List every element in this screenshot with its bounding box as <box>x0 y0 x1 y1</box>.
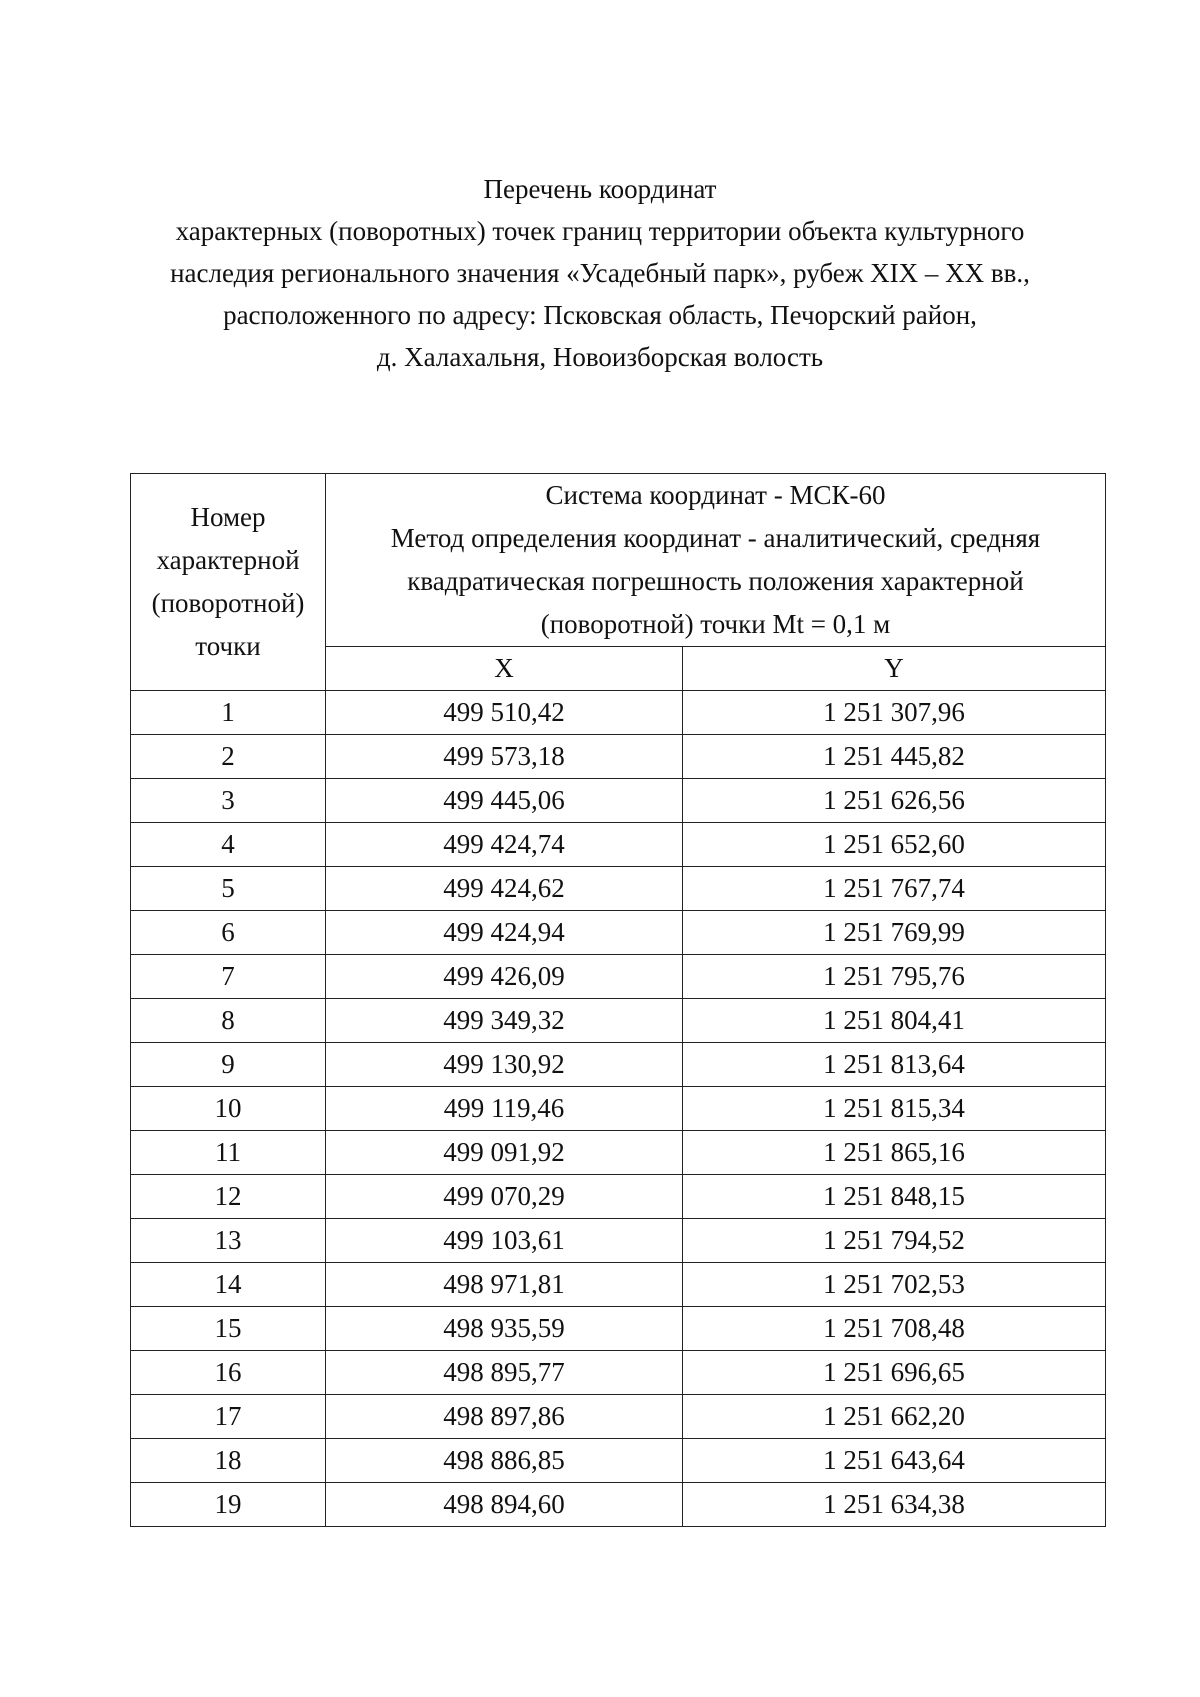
point-header-line: Номер <box>190 502 266 532</box>
x-column-header: X <box>326 647 683 691</box>
point-number-cell: 14 <box>131 1263 326 1307</box>
y-coordinate-cell: 1 251 445,82 <box>683 735 1106 779</box>
point-number-cell: 19 <box>131 1483 326 1527</box>
table-header-row <box>131 474 1106 647</box>
point-number-cell: 10 <box>131 1087 326 1131</box>
x-coordinate-cell: 499 091,92 <box>326 1131 683 1175</box>
y-coordinate-cell: 1 251 795,76 <box>683 955 1106 999</box>
table-row <box>131 911 1106 955</box>
y-coordinate-cell: 1 251 794,52 <box>683 1219 1106 1263</box>
x-coordinate-cell: 498 894,60 <box>326 1483 683 1527</box>
y-coordinate-cell: 1 251 307,96 <box>683 691 1106 735</box>
title-line-1: Перечень координат <box>483 174 717 204</box>
x-coordinate-cell: 499 349,32 <box>326 999 683 1043</box>
table-row <box>131 1219 1106 1263</box>
y-coordinate-cell: 1 251 815,34 <box>683 1087 1106 1131</box>
point-number-cell: 11 <box>131 1131 326 1175</box>
x-coordinate-cell: 498 935,59 <box>326 1307 683 1351</box>
y-coordinate-cell: 1 251 767,74 <box>683 867 1106 911</box>
table-row <box>131 867 1106 911</box>
system-header-line: Метод определения координат - аналитический, средняя <box>390 523 1041 553</box>
y-coordinate-cell: 1 251 643,64 <box>683 1439 1106 1483</box>
table-row <box>131 1307 1106 1351</box>
document-title <box>0 168 1200 378</box>
x-coordinate-cell: 499 103,61 <box>326 1219 683 1263</box>
coordinates-table <box>130 473 1106 1527</box>
x-coordinate-cell: 499 445,06 <box>326 779 683 823</box>
y-coordinate-cell: 1 251 626,56 <box>683 779 1106 823</box>
x-coordinate-cell: 499 510,42 <box>326 691 683 735</box>
y-coordinate-cell: 1 251 708,48 <box>683 1307 1106 1351</box>
x-coordinate-cell: 499 424,62 <box>326 867 683 911</box>
point-number-cell: 1 <box>131 691 326 735</box>
point-number-cell: 7 <box>131 955 326 999</box>
table-row <box>131 1483 1106 1527</box>
y-coordinate-cell: 1 251 702,53 <box>683 1263 1106 1307</box>
y-column-header: Y <box>683 647 1106 691</box>
point-number-cell: 13 <box>131 1219 326 1263</box>
system-header-line: (поворотной) точки Mt = 0,1 м <box>540 609 891 639</box>
point-number-cell: 18 <box>131 1439 326 1483</box>
table-row <box>131 1131 1106 1175</box>
table-row <box>131 735 1106 779</box>
table-row <box>131 1351 1106 1395</box>
y-coordinate-cell: 1 251 652,60 <box>683 823 1106 867</box>
table-row <box>131 1087 1106 1131</box>
system-header-line: Система координат - МСК-60 <box>545 480 886 510</box>
x-coordinate-cell: 499 573,18 <box>326 735 683 779</box>
system-header-line: квадратическая погрешность положения характерной <box>407 566 1024 596</box>
y-coordinate-cell: 1 251 848,15 <box>683 1175 1106 1219</box>
point-number-cell: 6 <box>131 911 326 955</box>
table-row <box>131 691 1106 735</box>
x-coordinate-cell: 498 971,81 <box>326 1263 683 1307</box>
point-header-line: точки <box>195 631 261 661</box>
table-row <box>131 1395 1106 1439</box>
title-line-2: характерных (поворотных) точек границ территории объекта культурного <box>175 216 1025 246</box>
x-coordinate-cell: 499 119,46 <box>326 1087 683 1131</box>
x-coordinate-cell: 498 895,77 <box>326 1351 683 1395</box>
y-coordinate-cell: 1 251 865,16 <box>683 1131 1106 1175</box>
point-number-cell: 4 <box>131 823 326 867</box>
point-number-cell: 15 <box>131 1307 326 1351</box>
y-coordinate-cell: 1 251 696,65 <box>683 1351 1106 1395</box>
title-line-3: наследия регионального значения «Усадебный парк», рубеж XIX – XX вв., <box>170 258 1030 288</box>
point-number-cell: 2 <box>131 735 326 779</box>
x-coordinate-cell: 499 424,94 <box>326 911 683 955</box>
point-number-cell: 8 <box>131 999 326 1043</box>
x-coordinate-cell: 498 897,86 <box>326 1395 683 1439</box>
table-row <box>131 823 1106 867</box>
point-header-line: характерной <box>156 545 300 575</box>
x-coordinate-cell: 499 424,74 <box>326 823 683 867</box>
table-row <box>131 955 1106 999</box>
x-coordinate-cell: 498 886,85 <box>326 1439 683 1483</box>
point-number-cell: 3 <box>131 779 326 823</box>
point-number-cell: 9 <box>131 1043 326 1087</box>
table-row <box>131 999 1106 1043</box>
point-number-cell: 12 <box>131 1175 326 1219</box>
title-line-5: д. Халахальня, Новоизборская волость <box>376 342 824 372</box>
point-number-cell: 16 <box>131 1351 326 1395</box>
point-number-header <box>131 474 326 691</box>
y-coordinate-cell: 1 251 813,64 <box>683 1043 1106 1087</box>
x-coordinate-cell: 499 130,92 <box>326 1043 683 1087</box>
point-number-cell: 17 <box>131 1395 326 1439</box>
y-coordinate-cell: 1 251 769,99 <box>683 911 1106 955</box>
table-row <box>131 1043 1106 1087</box>
y-coordinate-cell: 1 251 662,20 <box>683 1395 1106 1439</box>
table-row <box>131 1439 1106 1483</box>
table-row <box>131 779 1106 823</box>
table-row <box>131 1175 1106 1219</box>
x-coordinate-cell: 499 426,09 <box>326 955 683 999</box>
point-header-line: (поворотной) <box>151 588 305 618</box>
y-coordinate-cell: 1 251 634,38 <box>683 1483 1106 1527</box>
point-number-cell: 5 <box>131 867 326 911</box>
x-coordinate-cell: 499 070,29 <box>326 1175 683 1219</box>
coordinate-system-header <box>326 474 1106 647</box>
y-coordinate-cell: 1 251 804,41 <box>683 999 1106 1043</box>
table-row <box>131 1263 1106 1307</box>
title-line-4: расположенного по адресу: Псковская область, Печорский район, <box>223 300 977 330</box>
